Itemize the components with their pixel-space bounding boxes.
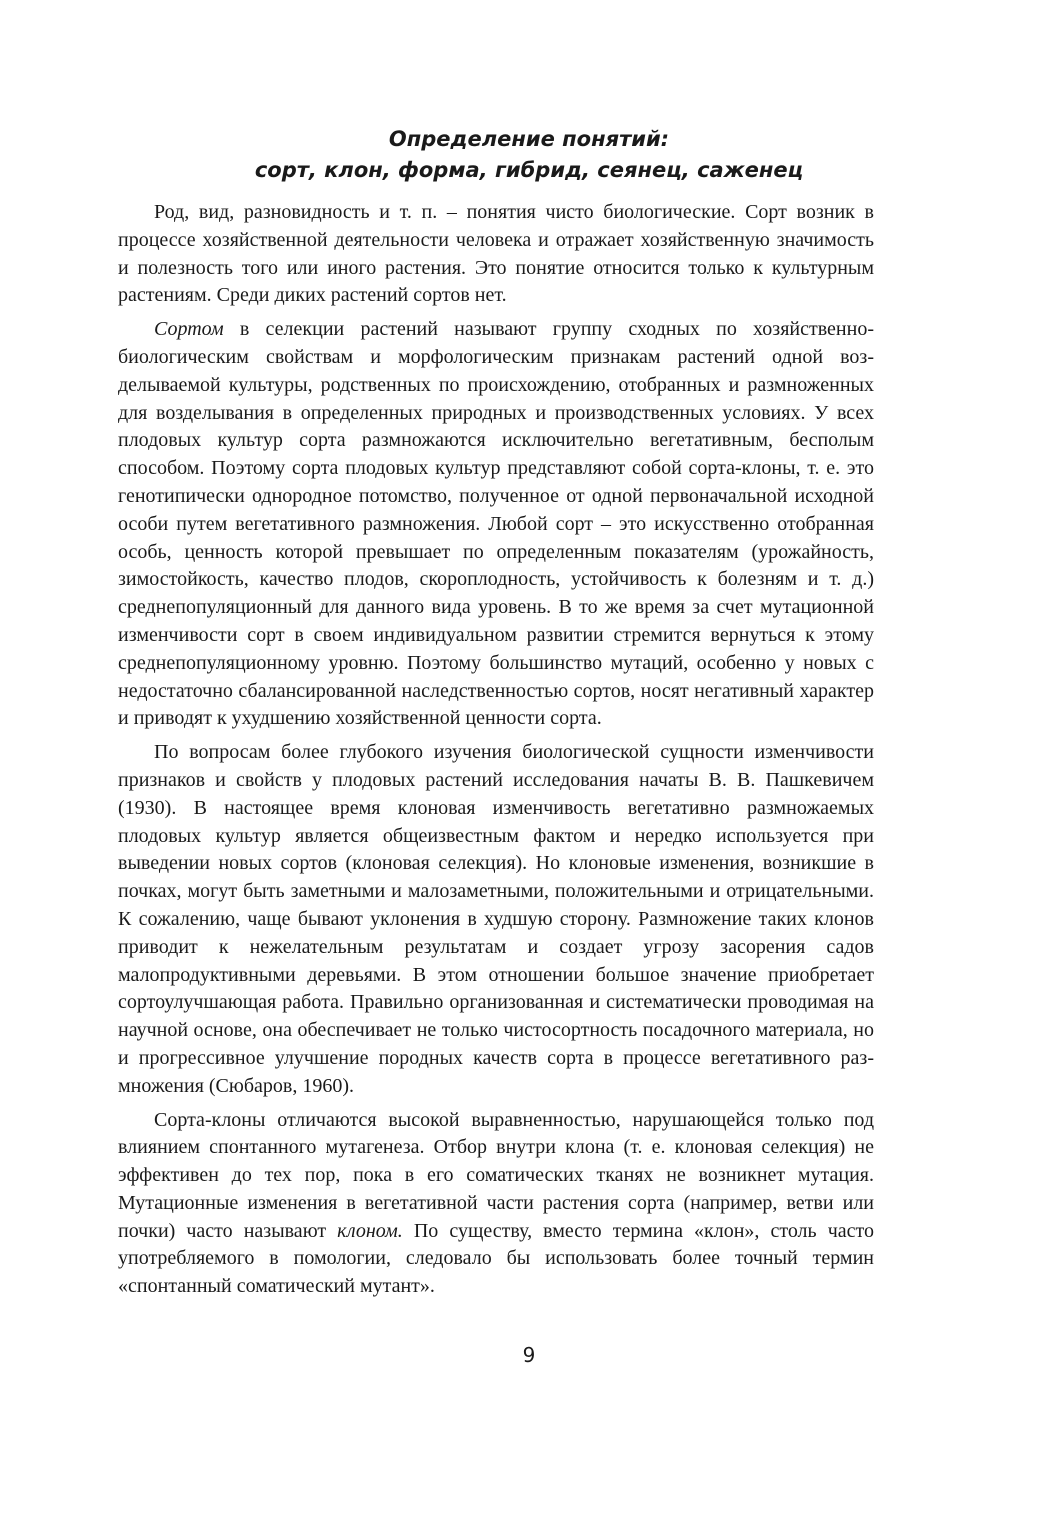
paragraph-text: Род, вид, разновидность и т. п. – понятия чисто биологические. Сорт возник в процессе хозяйственной деятельности человека и отражает хозяйственную значимость и полезность того или иного растения. Это понятие относится только к культурным растениям. Среди диких растений сортов нет. bbox=[118, 201, 874, 307]
body-text bbox=[118, 199, 874, 1301]
paragraph-text: По вопросам более глубокого изучения биологической сущности изменчивости признаков и свойств у плодовых растений исследования начаты В. В. Пашкевичем (1930). В настоящее время клоновая изменчивость вегетативно размножаемых плодовых культур является общеизвестным фактом и нередко используется при выведении новых сортов (клоновая селекция). Но клоновые изменения, возникшие в почках, могут быть заметными и малозаметными, положительными и отрицательными. К сожалению, чаще бывают уклонения в худшую сторону. Размножение таких клонов приводит к нежелательным результатам и создает угрозу засорения садов малопродуктивными деревьями. В этом отношении большое значение приобретает сортоулучшающая работа. Правильно организованная и систематически проводимая на научной основе, она обеспечивает не только чистосортность посадочного материала, но и прогрессивное улучшение породных качеств сорта в процессе вегетативного размножения (Сюбаров, 1960). bbox=[118, 741, 874, 1097]
term-italic: Сортом bbox=[154, 318, 224, 341]
section-heading bbox=[118, 124, 940, 186]
paragraph-text: в селекции растений называют группу сходных по хозяйственно-биологическим свойствам и морфологическим признакам растений одной возделываемой культуры, родственных по происхождению, отобранных и размноженных для возделывания в определенных природных и производственных условиях. У всех плодовых культур сорта размножаются исключительно вегетативным, бесполым способом. Поэтому сорта плодовых культур представляют собой сорта-клоны, т. е. это генотипически однородное потомство, полученное от одной первоначальной исходной особи путем вегетативного размножения. Любой сорт – это искусственно отобранная особь, ценность которой превышает по определенным показателям (урожайность, зимостойкость, качество плодов, скороплодность, устойчивость к болезням и т. д.) среднепопуляционный для данного вида уровень. В то же время за счет мутационной изменчивости сорт в своем индивидуальном развитии стремится вернуться к этому среднепопуляционному уровню. Поэтому большинство мутаций, особенно у новых с недостаточно сбалансированной наследственностью сортов, носят негативный характер и приводят к ухудшению хозяйственной ценности сорта. bbox=[118, 318, 874, 730]
heading-line-2: сорт, клон, форма, гибрид, сеянец, саженец bbox=[254, 158, 804, 182]
paragraph-4 bbox=[118, 1107, 874, 1302]
heading-line-1: Определение понятий: bbox=[388, 127, 670, 151]
paragraph-2 bbox=[118, 316, 874, 733]
paragraph-1 bbox=[118, 199, 874, 310]
page-number: 9 bbox=[522, 1343, 536, 1367]
paragraph-text: По существу, вместо термина «клон», столь часто употребляемого в помологии, следовало бы использовать более точный термин «спонтанный соматический мутант». bbox=[118, 1219, 874, 1298]
term-italic: клоном. bbox=[337, 1219, 403, 1242]
paragraph-text: Сорта-клоны отличаются высокой выравненностью, нарушающейся только под влиянием спонтанного мутагенеза. Отбор внутри клона (т. е. клоновая селекция) не эффективен до тех пор, пока в его соматических тканях не возникнет мутация. Мутационные изменения в вегетативной части растения сорта (например, ветви или почки) часто называют bbox=[118, 1108, 874, 1242]
paragraph-3 bbox=[118, 739, 874, 1100]
